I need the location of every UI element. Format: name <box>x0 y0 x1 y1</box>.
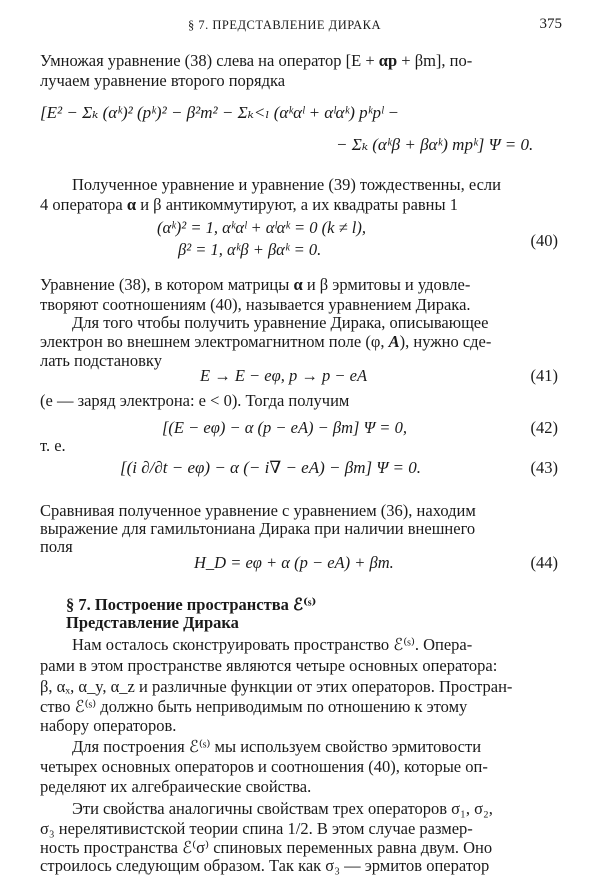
math-alpha: α <box>293 275 303 294</box>
text-line: поля <box>40 537 73 556</box>
equation-number: (42) <box>530 418 558 437</box>
text-line: (e — заряд электрона: e < 0). Тогда получим <box>40 391 350 410</box>
text-line: т. е. <box>40 436 66 455</box>
equation-number: (44) <box>530 553 558 572</box>
equation-line: E → E − eφ, p → p − eA <box>200 366 368 385</box>
equation-number: (43) <box>530 458 558 477</box>
text-line: лучаем уравнение второго порядка <box>40 71 286 90</box>
equation-line: [(i ∂/∂t − eφ) − α (− i∇ − eA) − βm] Ψ = 0. <box>120 458 422 477</box>
math-A: A <box>388 332 400 351</box>
text-line: ство ℰ⁽ˢ⁾ должно быть неприводимым по отношению к этому <box>40 697 468 716</box>
text-fragment: 4 оператора <box>40 195 127 214</box>
text-line: Для того чтобы получить уравнение Дирака, описывающее <box>72 313 489 332</box>
text-line: Полученное уравнение и уравнение (39) тождественны, если <box>72 175 501 194</box>
section-subheading: Представление Дирака <box>66 613 239 632</box>
text-line: Сравнивая полученное уравнение с уравнением (36), находим <box>40 501 476 520</box>
text-line: ределяют их алгебраические свойства. <box>40 777 312 796</box>
section-heading: § 7. Построение пространства ℰ⁽ˢ⁾ <box>66 595 317 614</box>
text-line <box>40 275 470 295</box>
text-line: лать подстановку <box>40 351 162 370</box>
equation-line: [(E − eφ) − α (p − eA) − βm] Ψ = 0, <box>162 418 407 437</box>
text-line: выражение для гамильтониана Дирака при наличии внешнего <box>40 519 476 538</box>
text-line: σ₃ нерелятивистской теории спина 1/2. В этом случае размер- <box>40 819 473 838</box>
text-line: рами в этом пространстве являются четыре основных оператора: <box>40 656 498 675</box>
text-fragment: Умножая уравнение (38) слева на оператор [E + <box>40 51 379 70</box>
text-fragment: электрон во внешнем электромагнитном поле (φ, <box>40 332 389 351</box>
text-line: Для построения ℰ⁽ˢ⁾ мы используем свойство эрмитовости <box>72 737 482 756</box>
running-title: § 7. ПРЕДСТАВЛЕНИЕ ДИРАКА <box>188 18 381 32</box>
equation-line: − Σₖ (αᵏβ + βαᵏ) mpᵏ] Ψ = 0. <box>336 135 534 154</box>
equation-line: [E² − Σₖ (αᵏ)² (pᵏ)² − β²m² − Σₖ<ₗ (αᵏαˡ + αˡαᵏ) pᵏpˡ − <box>40 103 399 122</box>
text-line: четырех основных операторов и соотношения (40), которые оп- <box>40 757 488 776</box>
page-number: 375 <box>539 16 562 32</box>
text-line <box>40 51 472 71</box>
math-alpha-p: αp <box>378 51 398 70</box>
text-line <box>40 195 458 215</box>
math-alpha: α <box>126 195 137 214</box>
text-fragment: и β эрмитовы и удовле- <box>302 275 471 294</box>
equation-number: (40) <box>530 231 558 250</box>
text-line: ность пространства ℰ⁽σ⁾ спиновых переменных равна двум. Оно <box>40 838 493 857</box>
equation-number: (41) <box>530 366 558 385</box>
equation-line: β² = 1, αᵏβ + βαᵏ = 0. <box>178 240 322 259</box>
running-header <box>0 16 600 36</box>
text-fragment: Уравнение (38), в котором матрицы <box>40 275 294 294</box>
text-line: Нам осталось сконструировать пространство ℰ⁽ˢ⁾. Опера- <box>72 635 473 654</box>
equation-line: H_D = eφ + α (p − eA) + βm. <box>194 553 394 572</box>
text-fragment: ), нужно сде- <box>399 332 492 351</box>
text-fragment: и β антикоммутируют, а их квадраты равны 1 <box>136 195 458 214</box>
text-line: творяют соотношениям (40), называется уравнением Дирака. <box>40 295 471 314</box>
text-line: Эти свойства аналогичны свойствам трех операторов σ₁, σ₂, <box>72 799 493 818</box>
text-line: строилось следующим образом. Так как σ₃ — эрмитов оператор <box>40 856 490 875</box>
text-line <box>40 332 491 352</box>
text-line: набору операторов. <box>40 716 177 735</box>
text-fragment: + βm], по- <box>397 51 473 70</box>
equation-line: (αᵏ)² = 1, αᵏαˡ + αˡαᵏ = 0 (k ≠ l), <box>157 218 367 237</box>
text-line: β, αₓ, α_y, α_z и различные функции от этих операторов. Простран- <box>40 677 513 696</box>
